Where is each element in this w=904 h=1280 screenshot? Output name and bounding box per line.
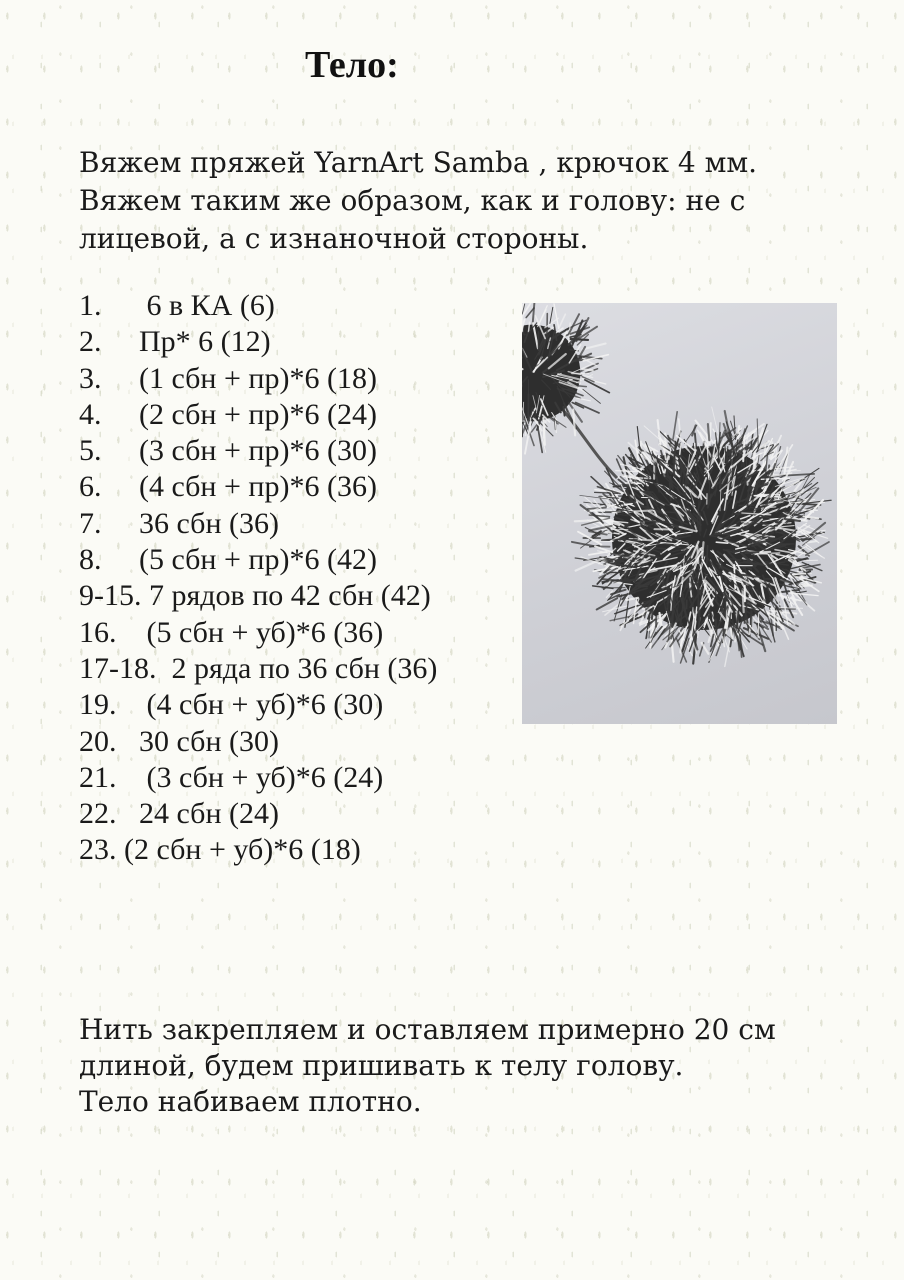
yarn-fiber (583, 389, 601, 403)
row-instruction: 2. Пр* 6 (12) (79, 325, 271, 359)
yarn-fiber (754, 446, 755, 465)
intro-line: Вяжем таким же образом, как и голову: не с (79, 184, 746, 217)
yarn-fiber (725, 640, 730, 666)
row-instruction: 9-15. 7 рядов по 42 сбн (42) (79, 579, 431, 613)
row-instruction: 4. (2 сбн + пр)*6 (24) (79, 397, 377, 431)
yarn-fiber (652, 607, 653, 619)
row-instruction: 8. (5 сбн + пр)*6 (42) (79, 543, 377, 577)
yarn-fiber (620, 484, 634, 485)
closing-text (79, 1012, 839, 1120)
row-instruction: 21. (3 сбн + уб)*6 (24) (79, 760, 384, 794)
yarn-fiber (622, 574, 633, 575)
row-instruction: 7. 36 сбн (36) (79, 506, 279, 540)
yarn-fiber (750, 609, 751, 625)
yarn-fiber (559, 314, 566, 328)
yarn-fiber (583, 369, 593, 370)
yarn-fiber (768, 465, 769, 477)
yarn-fiber (644, 426, 664, 444)
yarn-fiber (740, 635, 742, 657)
row-instruction: 6. (4 сбн + пр)*6 (36) (79, 470, 377, 504)
yarn-fiber (779, 608, 802, 609)
yarn-fiber (716, 542, 727, 543)
yarn-fiber (760, 552, 770, 553)
yarn-fiber (707, 546, 708, 564)
intro-line: Вяжем пряжей YarnArt Samba , крючок 4 мм. (79, 146, 758, 179)
intro-line: лицевой, а с изнаночной стороны. (79, 222, 589, 255)
row-instruction: 5. (3 сбн + пр)*6 (30) (79, 434, 377, 468)
yarn-fiber (673, 412, 677, 439)
yarn-ball-photo (522, 303, 837, 724)
row-instruction: 17-18. 2 ряда по 36 сбн (36) (79, 651, 438, 685)
closing-line: Тело набиваем плотно. (79, 1085, 422, 1118)
row-instruction: 16. (5 сбн + уб)*6 (36) (79, 615, 384, 649)
yarn-fiber (551, 417, 566, 427)
row-instructions-list (79, 288, 437, 869)
yarn-fiber (573, 410, 575, 436)
yarn-fiber (550, 307, 553, 323)
yarn-fiber (700, 513, 701, 531)
yarn-fiber (702, 542, 703, 557)
yarn-ball-illustration (522, 303, 837, 724)
yarn-fiber (589, 552, 607, 555)
row-instruction: 22. 24 сбн (24) (79, 797, 279, 831)
row-instruction: 3. (1 сбн + пр)*6 (18) (79, 361, 377, 395)
closing-line: Нить закрепляем и оставляем примерно 20 см (79, 1013, 776, 1046)
yarn-fiber (577, 398, 591, 401)
intro-text (79, 144, 819, 258)
yarn-fiber (658, 420, 661, 444)
row-instruction: 23. (2 сбн + уб)*6 (18) (79, 833, 361, 867)
yarn-fiber (564, 407, 565, 416)
yarn-fiber (679, 419, 681, 435)
yarn-fiber (648, 476, 649, 485)
yarn-fiber (793, 574, 806, 575)
yarn-fiber (758, 613, 759, 638)
yarn-fiber (580, 347, 586, 357)
yarn-fiber (538, 306, 547, 325)
closing-line: длиной, будем пришивать к телу голову. (79, 1049, 684, 1082)
yarn-fiber (746, 552, 759, 553)
yarn-fiber (608, 497, 619, 498)
yarn-fiber (543, 418, 544, 445)
yarn-fiber (743, 590, 744, 613)
yarn-fiber (533, 303, 535, 325)
row-instruction: 20. 30 сбн (30) (79, 724, 279, 758)
yarn-fiber (708, 424, 709, 440)
page-title: Тело: (305, 44, 399, 86)
row-instruction: 1. 6 в КА (6) (79, 289, 275, 322)
yarn-fiber (576, 403, 599, 413)
yarn-fiber (613, 486, 637, 487)
row-instruction: 19. (4 сбн + уб)*6 (30) (79, 688, 384, 722)
yarn-fiber (744, 524, 761, 525)
yarn-fiber (605, 511, 623, 512)
